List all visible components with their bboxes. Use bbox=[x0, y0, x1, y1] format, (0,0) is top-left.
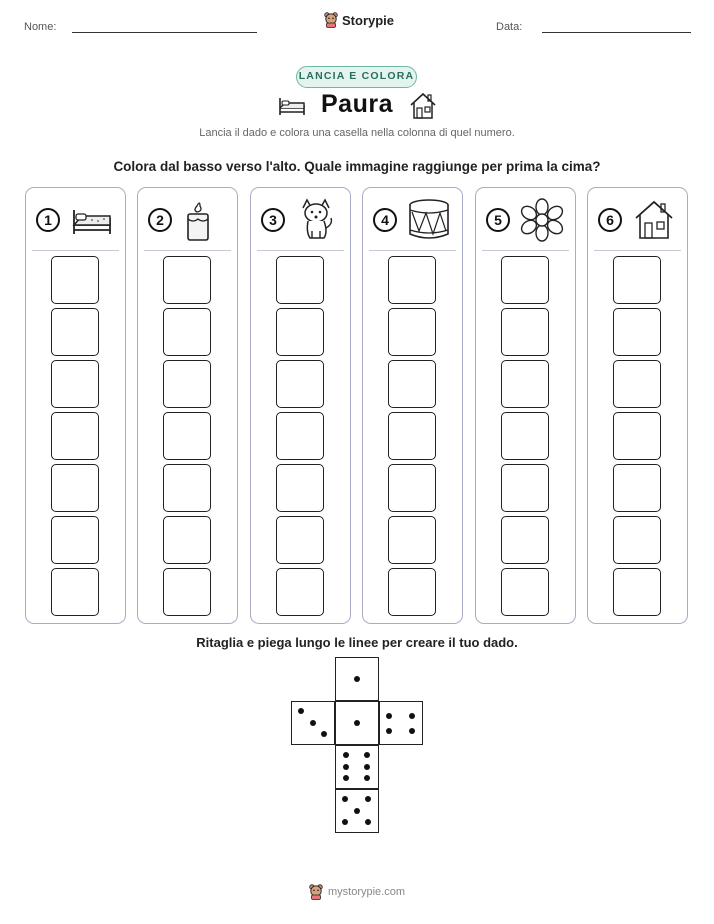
color-box[interactable] bbox=[51, 568, 99, 616]
die-pip bbox=[364, 752, 370, 758]
activity-badge: LANCIA E COLORA bbox=[296, 66, 417, 88]
color-box[interactable] bbox=[163, 516, 211, 564]
column-6 bbox=[587, 187, 688, 624]
house-icon bbox=[630, 198, 678, 242]
die-pip bbox=[310, 720, 316, 726]
color-box[interactable] bbox=[613, 516, 661, 564]
color-box[interactable] bbox=[613, 308, 661, 356]
die-face-6 bbox=[335, 745, 379, 789]
color-box[interactable] bbox=[501, 464, 549, 512]
color-box[interactable] bbox=[276, 360, 324, 408]
die-instruction: Ritaglia e piega lungo le linee per creare il tuo dado. bbox=[196, 635, 518, 650]
bed-icon bbox=[277, 93, 307, 119]
die-pip bbox=[409, 728, 415, 734]
column-number: 2 bbox=[148, 208, 172, 232]
color-box[interactable] bbox=[388, 412, 436, 460]
column-number: 1 bbox=[36, 208, 60, 232]
die-pip bbox=[298, 708, 304, 714]
column-number: 3 bbox=[261, 208, 285, 232]
die-pip bbox=[343, 764, 349, 770]
column-number: 6 bbox=[598, 208, 622, 232]
color-box[interactable] bbox=[163, 464, 211, 512]
color-box[interactable] bbox=[613, 256, 661, 304]
brand-name: Storypie bbox=[342, 12, 395, 28]
color-box[interactable] bbox=[51, 256, 99, 304]
color-box[interactable] bbox=[163, 412, 211, 460]
color-box[interactable] bbox=[51, 360, 99, 408]
die-pip bbox=[343, 775, 349, 781]
color-box[interactable] bbox=[613, 568, 661, 616]
color-box[interactable] bbox=[163, 256, 211, 304]
die-pip bbox=[354, 720, 360, 726]
drum-icon bbox=[405, 198, 453, 242]
name-line[interactable] bbox=[72, 32, 257, 33]
color-box[interactable] bbox=[388, 464, 436, 512]
die-pip bbox=[354, 808, 360, 814]
subtitle: Lancia il dado e colora una casella nella colonna di quel numero. bbox=[199, 127, 515, 139]
color-box[interactable] bbox=[388, 516, 436, 564]
house-icon bbox=[408, 91, 438, 121]
bed-icon bbox=[68, 198, 116, 242]
color-box[interactable] bbox=[501, 256, 549, 304]
color-box[interactable] bbox=[501, 412, 549, 460]
die-pip bbox=[386, 713, 392, 719]
color-box[interactable] bbox=[51, 308, 99, 356]
color-box[interactable] bbox=[163, 308, 211, 356]
column-5 bbox=[475, 187, 576, 624]
color-box[interactable] bbox=[276, 516, 324, 564]
color-box[interactable] bbox=[613, 360, 661, 408]
color-box[interactable] bbox=[163, 360, 211, 408]
die-pip bbox=[342, 796, 348, 802]
color-box[interactable] bbox=[276, 568, 324, 616]
column-divider bbox=[32, 250, 119, 251]
die-pip bbox=[386, 728, 392, 734]
instruction: Colora dal basso verso l'alto. Quale immagine raggiunge per prima la cima? bbox=[113, 159, 601, 174]
color-box[interactable] bbox=[163, 568, 211, 616]
color-box[interactable] bbox=[276, 412, 324, 460]
die-face-1 bbox=[335, 657, 379, 701]
color-box[interactable] bbox=[51, 516, 99, 564]
die-pip bbox=[365, 819, 371, 825]
date-line[interactable] bbox=[542, 32, 691, 33]
die-face-3 bbox=[291, 701, 335, 745]
column-number: 5 bbox=[486, 208, 510, 232]
color-box[interactable] bbox=[501, 568, 549, 616]
bear-icon bbox=[309, 884, 323, 900]
die-face-1 bbox=[335, 701, 379, 745]
die-pip bbox=[343, 752, 349, 758]
column-divider bbox=[482, 250, 569, 251]
color-box[interactable] bbox=[388, 256, 436, 304]
date-label: Data: bbox=[496, 21, 523, 33]
column-3 bbox=[250, 187, 351, 624]
name-label: Nome: bbox=[24, 21, 57, 33]
column-divider bbox=[594, 250, 681, 251]
die-pip bbox=[409, 713, 415, 719]
page-title bbox=[0, 90, 714, 119]
column-1 bbox=[25, 187, 126, 624]
column-divider bbox=[369, 250, 456, 251]
color-box[interactable] bbox=[501, 308, 549, 356]
title-text: Paura bbox=[321, 90, 393, 118]
flower-icon bbox=[518, 198, 566, 242]
color-box[interactable] bbox=[613, 464, 661, 512]
color-box[interactable] bbox=[51, 412, 99, 460]
dog-icon bbox=[293, 198, 341, 242]
die-pip bbox=[364, 764, 370, 770]
color-box[interactable] bbox=[276, 256, 324, 304]
die-pip bbox=[321, 731, 327, 737]
die-face-5 bbox=[335, 789, 379, 833]
brand-logo bbox=[324, 12, 394, 28]
column-divider bbox=[257, 250, 344, 251]
column-number: 4 bbox=[373, 208, 397, 232]
die-pip bbox=[365, 796, 371, 802]
column-2 bbox=[137, 187, 238, 624]
color-box[interactable] bbox=[388, 568, 436, 616]
bear-icon bbox=[324, 12, 338, 28]
color-box[interactable] bbox=[276, 464, 324, 512]
color-box[interactable] bbox=[388, 360, 436, 408]
color-box[interactable] bbox=[501, 360, 549, 408]
color-box[interactable] bbox=[51, 464, 99, 512]
die-pip bbox=[342, 819, 348, 825]
column-4 bbox=[362, 187, 463, 624]
color-box[interactable] bbox=[501, 516, 549, 564]
color-box[interactable] bbox=[388, 308, 436, 356]
die-face-4 bbox=[379, 701, 423, 745]
footer-site: mystorypie.com bbox=[328, 886, 406, 898]
die-pip bbox=[364, 775, 370, 781]
color-box[interactable] bbox=[613, 412, 661, 460]
die-pip bbox=[354, 676, 360, 682]
candle-icon bbox=[180, 198, 228, 242]
column-divider bbox=[144, 250, 231, 251]
color-box[interactable] bbox=[276, 308, 324, 356]
footer bbox=[309, 884, 405, 900]
